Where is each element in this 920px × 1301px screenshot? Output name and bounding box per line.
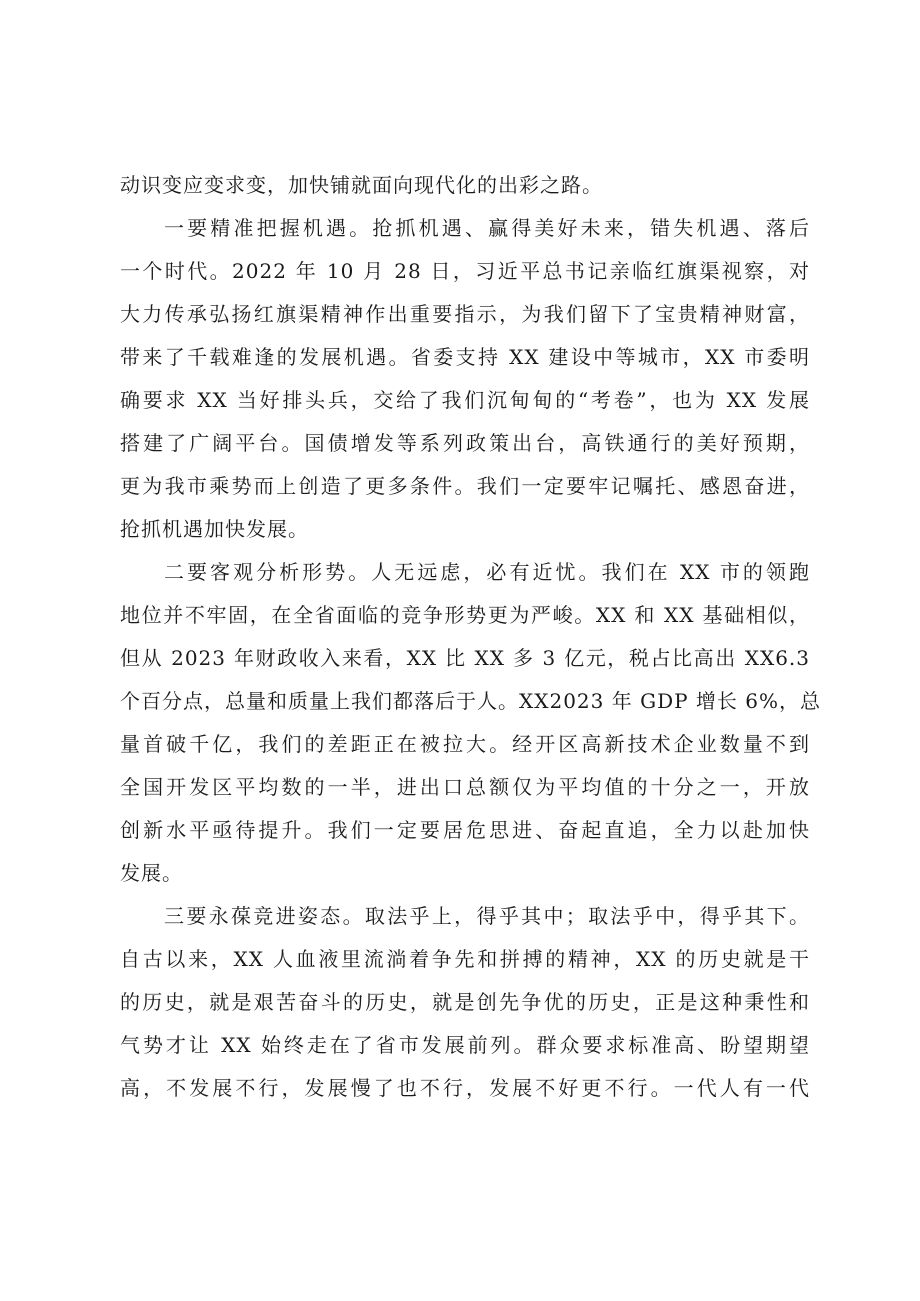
text-line: 自古以来，XX 人血液里流淌着争先和拼搏的精神，XX 的历史就是干 [120, 947, 810, 971]
text-line: 全国开发区平均数的一半，进出口总额仅为平均值的十分之一，开放 [120, 775, 810, 799]
text-line: 气势才让 XX 始终走在了省市发展前列。群众要求标准高、盼望期望 [120, 1033, 810, 1057]
text-line: 高，不发展不行，发展慢了也不行，发展不好更不行。一代人有一代 [120, 1076, 810, 1100]
text-line: 更为我市乘势而上创造了更多条件。我们一定要牢记嘱托、感恩奋进， [120, 474, 810, 498]
text-line: 创新水平亟待提升。我们一定要居危思进、奋起直追，全力以赴加快 [120, 818, 810, 842]
document-body [120, 164, 822, 1110]
text-line: 的历史，就是艰苦奋斗的历史，就是创先争优的历史，正是这种秉性和 [120, 990, 810, 1014]
text-line: 量首破千亿，我们的差距正在被拉大。经开区高新技术企业数量不到 [120, 732, 810, 756]
text-line: 一要精准把握机遇。抢抓机遇、赢得美好未来，错失机遇、落后 [164, 216, 810, 240]
text-line: 动识变应变求变，加快铺就面向现代化的出彩之路。 [120, 173, 603, 197]
text-line: 大力传承弘扬红旗渠精神作出重要指示，为我们留下了宝贵精神财富， [120, 302, 810, 326]
text-line: 个百分点，总量和质量上我们都落后于人。XX2023 年 GDP 增长 6%，总 [120, 689, 822, 713]
text-line: 抢抓机遇加快发展。 [120, 517, 309, 541]
text-line: 确要求 XX 当好排头兵，交给了我们沉甸甸的“考卷”，也为 XX 发展 [120, 388, 810, 412]
text-line: 搭建了广阔平台。国债增发等系列政策出台，高铁通行的美好预期， [120, 431, 810, 455]
text-line: 三要永葆竞进姿态。取法乎上，得乎其中；取法乎中，得乎其下。 [164, 904, 810, 928]
text-line: 二要客观分析形势。人无远虑，必有近忧。我们在 XX 市的领跑 [164, 560, 810, 584]
text-line: 一个时代。2022 年 10 月 28 日，习近平总书记亲临红旗渠视察，对 [120, 259, 810, 283]
text-line: 带来了千载难逢的发展机遇。省委支持 XX 建设中等城市，XX 市委明 [120, 345, 810, 369]
text-line: 但从 2023 年财政收入来看，XX 比 XX 多 3 亿元，税占比高出 XX6.3 [120, 646, 810, 670]
text-line: 地位并不牢固，在全省面临的竞争形势更为严峻。XX 和 XX 基础相似， [120, 603, 810, 627]
text-line: 发展。 [120, 861, 183, 885]
